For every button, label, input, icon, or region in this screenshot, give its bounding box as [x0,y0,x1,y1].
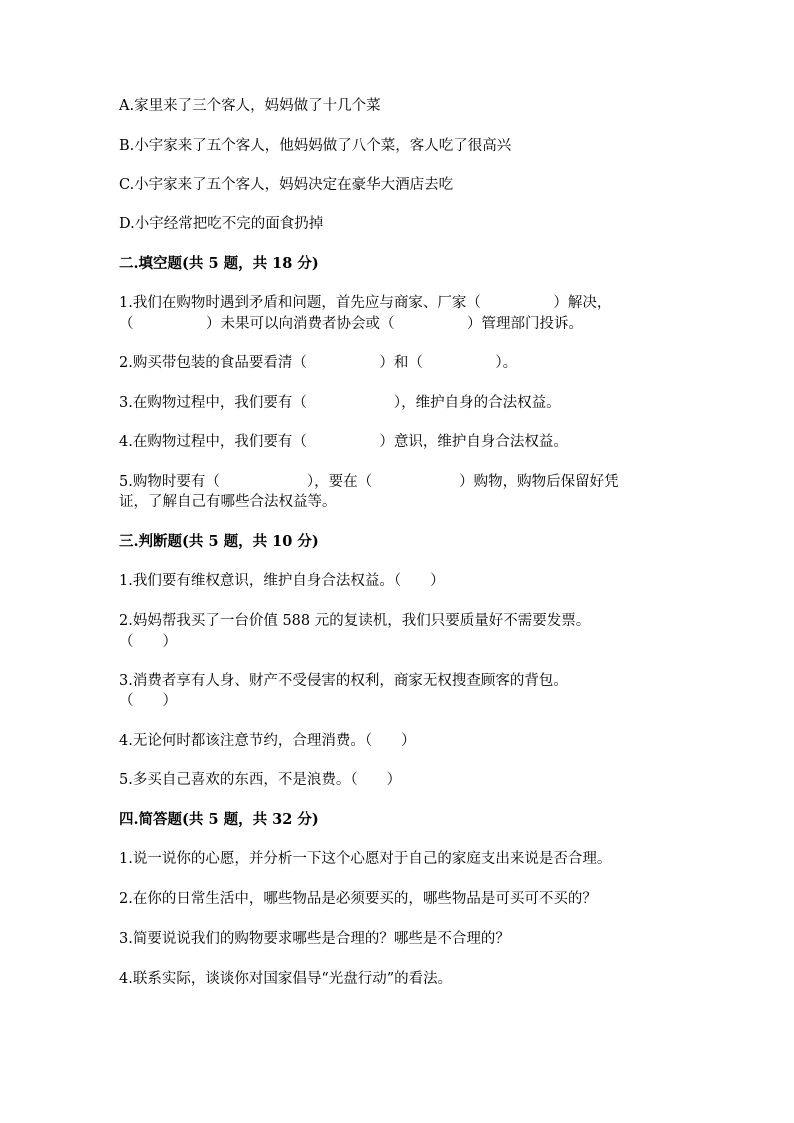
judgement-q2-line1: 2.妈妈帮我买了一台价值 588 元的复读机，我们只要质量好不需要发票。 [119,613,591,629]
option-d: D.小宇经常把吃不完的面食扔掉 [119,216,324,232]
option-b: B.小宇家来了五个客人，他妈妈做了八个菜，客人吃了很高兴 [119,138,512,154]
short-answer-q2: 2.在你的日常生活中，哪些物品是必须要买的，哪些物品是可买可不买的？ [119,891,597,907]
judgement-q2-line2: （ ） [119,634,177,650]
short-answer-q1: 1.说一说你的心愿，并分析一下这个心愿对于自己的家庭支出来说是否合理。 [119,851,612,867]
section-heading-fill-blank: 二.填空题(共 5 题，共 18 分) [119,255,319,272]
fill-blank-q4: 4.在购物过程中，我们要有（ ）意识，维护自身合法权益。 [119,434,568,450]
option-c: C.小宇家来了五个客人，妈妈决定在豪华大酒店去吃 [119,177,454,193]
fill-blank-q5-line1: 5.购物时要有（ ），要在（ ）购物，购物后保留好凭 [119,474,619,490]
fill-blank-q2: 2.购买带包装的食品要看清（ ）和（ ）。 [119,355,518,371]
option-a: A.家里来了三个客人，妈妈做了十几个菜 [119,98,381,114]
fill-blank-q5-line2: 证，了解自己有哪些合法权益等。 [119,494,337,510]
short-answer-q3: 3.简要说说我们的购物要求哪些是合理的？哪些是不合理的？ [119,931,510,947]
judgement-q5: 5.多买自己喜欢的东西，不是浪费。（ ） [119,772,402,788]
short-answer-q4: 4.联系实际，谈谈你对国家倡导“光盘行动”的看法。 [119,971,453,987]
section-heading-judgement: 三.判断题(共 5 题，共 10 分) [119,533,319,550]
section-heading-short-answer: 四.简答题(共 5 题，共 32 分) [119,811,319,828]
judgement-q3-line1: 3.消费者享有人身、财产不受侵害的权利，商家无权搜查顾客的背包。 [119,673,568,689]
judgement-q1: 1.我们要有维权意识，维护自身合法权益。（ ） [119,573,445,589]
fill-blank-q1-line2: （ ）未果可以向消费者协会或（ ）管理部门投诉。 [119,316,583,332]
judgement-q3-line2: （ ） [119,693,177,709]
fill-blank-q1-line1: 1.我们在购物时遇到矛盾和问题，首先应与商家、厂家（ ）解决， [119,295,612,311]
judgement-q4: 4.无论何时都该注意节约，合理消费。（ ） [119,733,416,749]
fill-blank-q3: 3.在购物过程中，我们要有（ ），维护自身的合法权益。 [119,395,561,411]
